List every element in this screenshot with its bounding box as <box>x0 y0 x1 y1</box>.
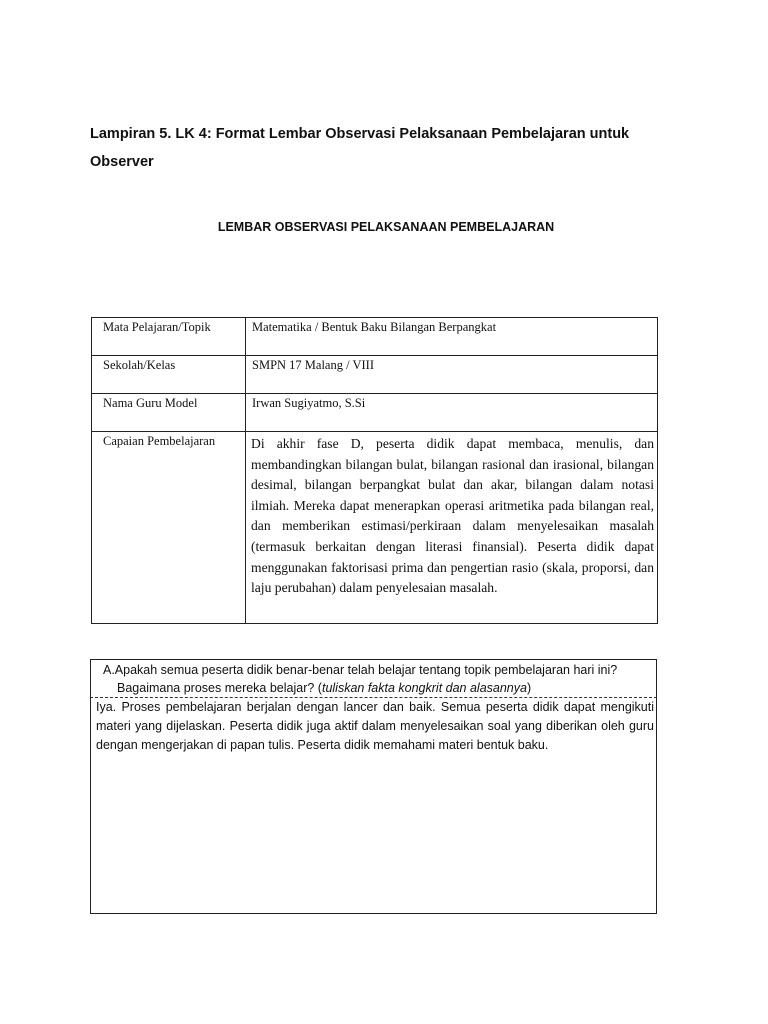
identity-table <box>91 317 658 624</box>
row-value-subject: Matematika / Bentuk Baku Bilangan Berpangkat <box>246 318 658 356</box>
row-value-school: SMPN 17 Malang / VIII <box>246 356 658 394</box>
form-title: LEMBAR OBSERVASI PELAKSANAAN PEMBELAJARAN <box>217 220 555 234</box>
heading-line-1: Lampiran 5. LK 4: Format Lembar Observasi Pelaksanaan Pembelajaran untuk <box>90 126 630 142</box>
observation-question <box>91 660 656 697</box>
table-row <box>92 356 658 394</box>
heading-line-2: Observer <box>90 154 154 170</box>
observation-box <box>90 659 657 914</box>
observation-answer: Iya. Proses pembelajaran berjalan dengan lancer dan baik. Semua peserta didik dapat mengikuti materi yang dijelaskan. Peserta didik juga aktif dalam menyelesaikan soal yang diberikan oleh guru dengan mengerjakan di papan tulis. Peserta didik memahami materi bentuk baku. <box>96 700 654 752</box>
table-row <box>92 394 658 432</box>
question-close: ) <box>526 681 532 695</box>
question-text: A.Apakah semua peserta didik benar-benar telah belajar tentang topik pembelajaran hari ini? Bagaimana proses mereka belajar? ( <box>103 663 618 695</box>
row-label-teacher: Nama Guru Model <box>92 394 246 432</box>
row-label-school: Sekolah/Kelas <box>92 356 246 394</box>
row-label-subject: Mata Pelajaran/Topik <box>92 318 246 356</box>
question-hint: tuliskan fakta kongkrit dan alasannya <box>321 681 527 695</box>
row-label-learning-outcome: Capaian Pembelajaran <box>92 432 246 624</box>
row-value-teacher: Irwan Sugiyatmo, S.Si <box>246 394 658 432</box>
table-row <box>92 318 658 356</box>
row-value-learning-outcome: Di akhir fase D, peserta didik dapat membaca, menulis, dan membandingkan bilangan bulat, bilangan rasional dan irasional, bilangan desimal, bilangan berpangkat bulat dan akar, bilangan dalam notasi ilmiah. Mereka dapat menerapkan operasi aritmetika pada bilangan real, dan memberikan estimasi/perkiraan dalam menyelesaikan masalah (termasuk berkaitan dengan literasi finansial). Peserta didik dapat menggunakan faktorisasi prima dan pengertian rasio (skala, proporsi, dan laju perubahan) dalam penyelesaian masalah. <box>246 432 658 624</box>
document-heading <box>90 120 670 176</box>
table-row <box>92 432 658 624</box>
